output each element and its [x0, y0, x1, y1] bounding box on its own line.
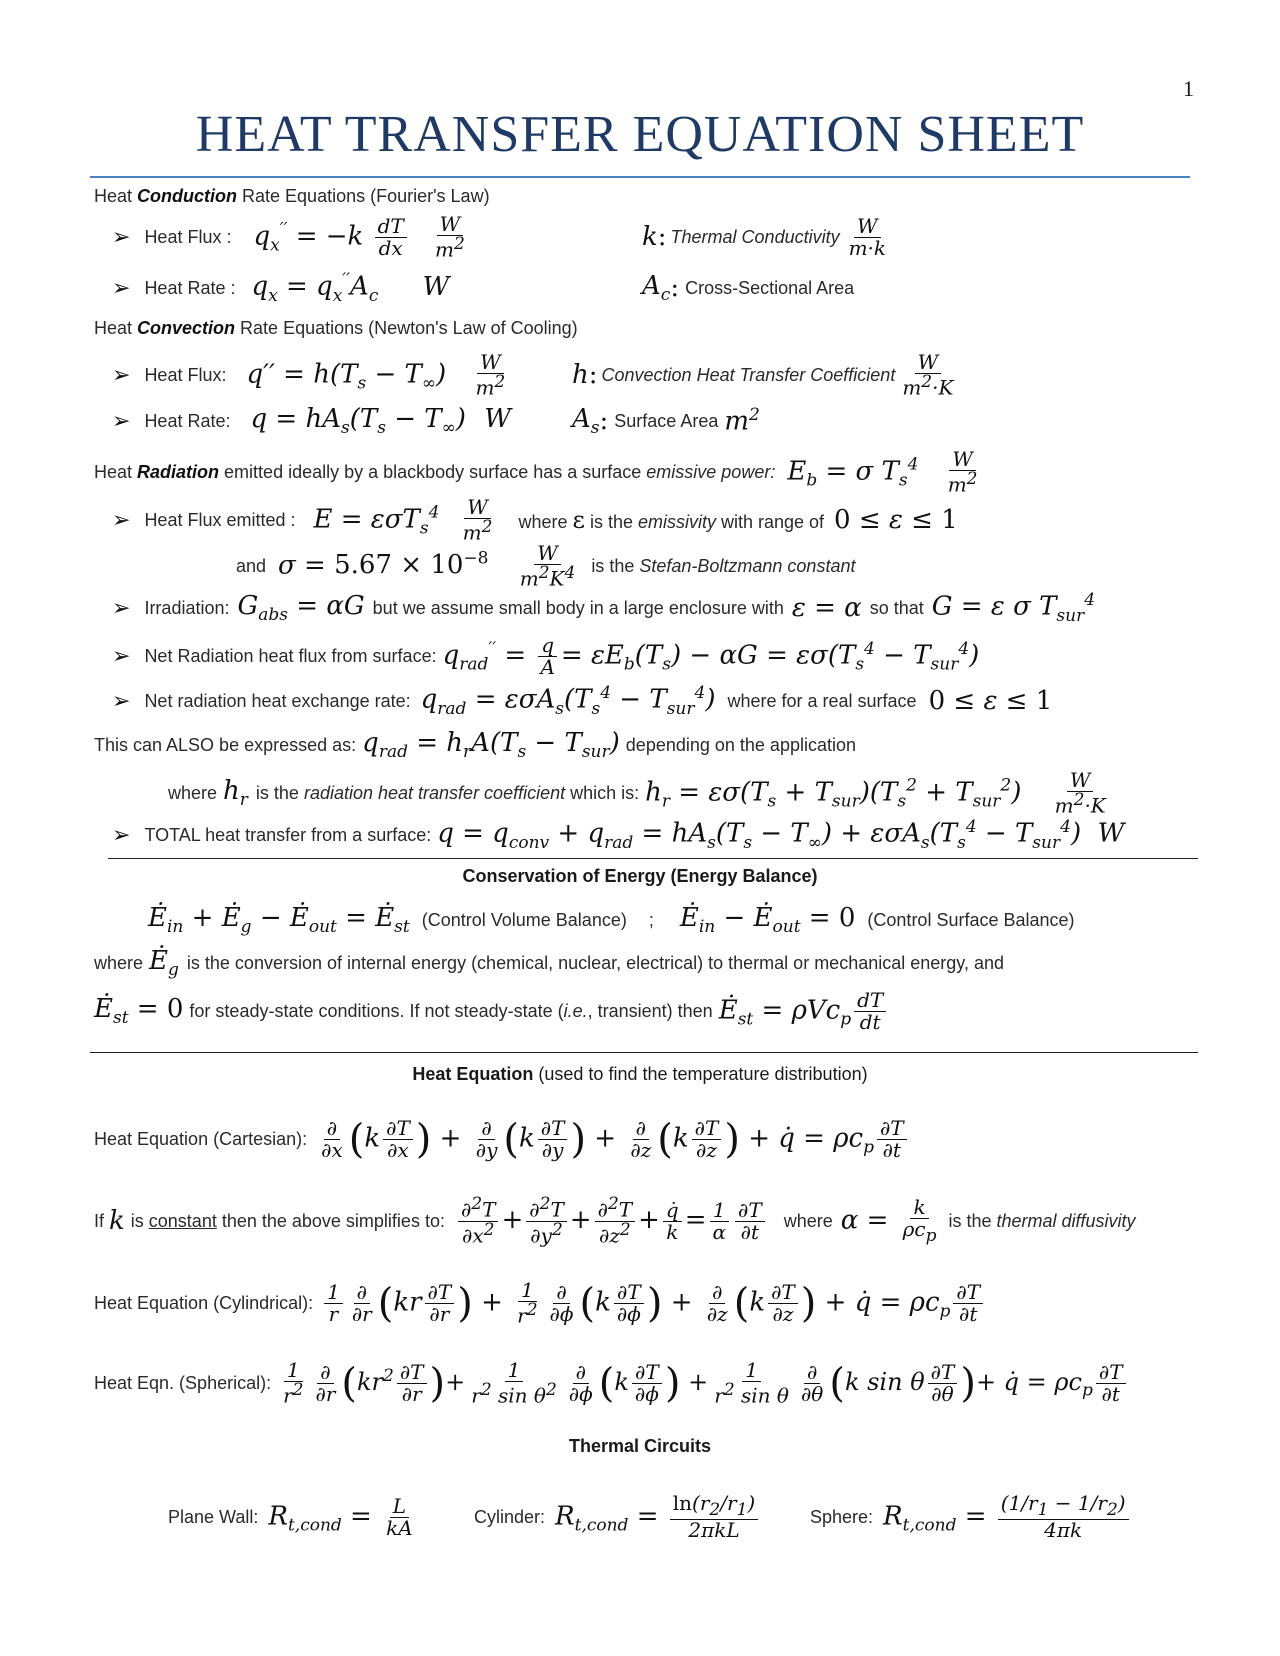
net-rate-label: Net radiation heat exchange rate: — [144, 690, 411, 711]
cylinder-resistance — [474, 1474, 761, 1560]
steady-state-note: for steady-state conditions. If not steady-state (i.e., transient) then — [189, 1000, 713, 1021]
bullet-arrow-icon: ➢ — [112, 688, 131, 713]
convection-rate-label: Heat Rate: — [144, 410, 231, 431]
bullet-arrow-icon: ➢ — [112, 275, 131, 300]
sigma-value: $\sigma = 5.67 \times 10^{-8}$ $\frac{W}{m^2K^4}$ — [278, 540, 576, 591]
ac-description: Cross-Sectional Area — [685, 277, 855, 298]
eg-where-label: where — [94, 952, 144, 973]
conduction-heading: Heat Conduction Rate Equations (Fourier's Law) — [94, 186, 490, 206]
spherical-row — [94, 1350, 1129, 1416]
emissivity-range: 0 ≤ ε ≤ 1 — [834, 505, 958, 535]
irradiation-equation: $G_{abs} = \alpha G$ — [237, 590, 365, 626]
also-expressed-row — [94, 724, 856, 766]
eps-equals-alpha: ε = α — [791, 593, 862, 623]
radiation-heading: Heat Radiation emitted ideally by a blackbody surface has a surface emissive power: $E_b = \sigma$ $T_s^4$ $\frac{W}{m^2}$ — [94, 444, 984, 500]
section-divider — [90, 1052, 1198, 1053]
bullet-arrow-icon: ➢ — [112, 643, 131, 668]
net-flux-row — [112, 632, 979, 680]
energy-heading: Conservation of Energy (Energy Balance) — [462, 866, 818, 886]
hr-rate-equation: $q_{rad} = h_rA(T_s - T_{sur})$ — [362, 727, 620, 763]
total-transfer-equation: $q = q_{conv} + q_{rad} = hA_s(T_s - T_\infty) + \varepsilon\sigma A_s(T_s^4 - T_{sur}^4)$ W — [437, 817, 1125, 853]
control-volume-equation: $Ė_{in}$ + $Ė_g$ − $Ė_{out}$ = $Ė_{st}$ — [148, 902, 410, 938]
simplifies-label: then the above simplifies to: — [221, 1210, 445, 1231]
cylindrical-label: Heat Equation (Cylindrical): — [94, 1292, 314, 1313]
convection-flux-row — [112, 350, 511, 400]
total-transfer-label: TOTAL heat transfer from a surface: — [144, 824, 432, 845]
spherical-equation: $\frac{1}{r^2}$ $\frac{\partial}{\partial r}$ ($kr^2$ $\frac{\partial T}{\partial r}$ )+ $\frac{1}{r^2 \sin \theta^2}$ $\frac{\partial}{\partial\phi}$ (k $\frac{\partial T}{\partial\phi}$ ) + $\frac{1}{r^2 \sin \theta}$ $\frac{\partial}{\partial\theta}$ (k sin θ $\frac{\partial T}{\partial\theta}$ )+ q̇ = $\rho c_p$ $\frac{\partial T}{\partial t}$ — [277, 1360, 1128, 1407]
cylindrical-row — [94, 1270, 986, 1336]
sphere-equation: $R_{t,cond}$ = $\frac{(1/r_1 - 1/r_2)}{4\pi k}$ — [883, 1493, 1132, 1542]
cylinder-label: Cylinder: — [474, 1506, 546, 1527]
control-volume-label: (Control Volume Balance) — [421, 909, 627, 930]
conduction-rate-row — [112, 268, 449, 308]
hr-equation: $h_r = \varepsilon\sigma(T_s + T_{sur})(T_s^2 + T_{sur}^2)$ $\frac{W}{m^2\cdot K}$ — [645, 767, 1106, 818]
net-flux-equation: $q_{rad}''$ = $\frac{q}{A}$ = $\varepsilon E_b(T_s) - \alpha G = \varepsilon\sigma(T_s^4 - T_{sur}^4)$ — [442, 632, 980, 679]
conduction-flux-label: Heat Flux : — [144, 226, 232, 247]
page-number: 1 — [1183, 76, 1194, 101]
convection-flux-label: Heat Flux: — [144, 364, 227, 385]
emissive-power-equation: $E_b = \sigma$ $T_s^4$ $\frac{W}{m^2}$ — [787, 446, 978, 497]
steady-state-equation: $Ė_{st} = 0$ — [94, 993, 184, 1029]
control-surface-equation: $Ė_{in}$ − $Ė_{out} = 0$ — [679, 902, 856, 938]
hr-description: is the radiation heat transfer coefficient which is: — [255, 782, 640, 803]
real-surface-range: 0 ≤ ε ≤ 1 — [928, 686, 1053, 716]
ac-definition: $A_c$ : Cross-Sectional Area — [642, 270, 855, 306]
so-that-label: so that — [869, 597, 924, 618]
convection-heading: Heat Convection Rate Equations (Newton's Law of Cooling) — [94, 318, 578, 338]
if-label: If — [94, 1210, 105, 1231]
plane-wall-equation: $R_{t,cond}$ = $\frac{L}{kA}$ — [268, 1493, 413, 1540]
sphere-label: Sphere: — [810, 1506, 874, 1527]
net-rate-equation: $q_{rad} = \varepsilon\sigma A_s(T_s^4 - T_{sur}^4)$ — [420, 683, 716, 719]
irradiation-row — [112, 588, 1095, 628]
page-title: HEAT TRANSFER EQUATION SHEET — [195, 106, 1085, 163]
eg-description: is the conversion of internal energy (chemical, nuclear, electrical) to thermal or mechanical energy, and — [186, 952, 1004, 973]
h-description: Convection Heat Transfer Coefficient — [601, 364, 896, 385]
newton-flux-equation: $q'' = h(T_s - T_\infty)$ $\frac{W}{m^2}$ — [246, 349, 506, 400]
bullet-arrow-icon: ➢ — [112, 595, 131, 620]
title-rule — [90, 176, 1190, 178]
thermal-circuits-heading: Thermal Circuits — [568, 1436, 712, 1456]
hr-where-label: where — [168, 782, 218, 803]
real-surface-note: where for a real surface — [727, 690, 917, 711]
energy-balance-row — [148, 898, 1075, 942]
total-transfer-row — [112, 814, 1124, 856]
also-expressed-label: This can ALSO be expressed as: — [94, 734, 357, 755]
spherical-label: Heat Eqn. (Spherical): — [94, 1372, 272, 1393]
plane-wall-label: Plane Wall: — [168, 1506, 259, 1527]
conduction-rate-label: Heat Rate : — [144, 277, 236, 298]
sigma-description: is the Stefan-Boltzmann constant — [591, 555, 856, 576]
bullet-arrow-icon: ➢ — [112, 224, 131, 249]
conduction-flux-row — [112, 212, 471, 262]
cartesian-row — [94, 1106, 910, 1172]
emissivity-note: where ε is the emissivity with range of — [518, 506, 825, 534]
k-description: Thermal Conductivity — [670, 226, 840, 247]
cylindrical-equation: $\frac{1}{r}$ $\frac{\partial}{\partial r}$ (kr $\frac{\partial T}{\partial r}$ ) + $\frac{1}{r^2}$ $\frac{\partial}{\partial\phi}$ (k $\frac{\partial T}{\partial\phi}$ ) + $\frac{\partial}{\partial z}$ (k $\frac{\partial T}{\partial z}$ ) + q̇ = $\rho c_p$ $\frac{\partial T}{\partial t}$ — [321, 1280, 986, 1327]
fourier-rate-equation: $q_x = q_x''A_c$ W — [251, 270, 450, 306]
irradiation-note: but we assume small body in a large enclosure with — [372, 597, 784, 618]
radiation-flux-label: Heat Flux emitted : — [144, 509, 296, 530]
constant-label: constant — [148, 1210, 217, 1231]
section-divider — [108, 858, 1198, 859]
and-label: and — [236, 555, 267, 576]
application-note: depending on the application — [625, 734, 856, 755]
bullet-arrow-icon: ➢ — [112, 408, 131, 433]
storage-row — [94, 984, 889, 1038]
plane-wall-resistance — [168, 1474, 419, 1560]
g-surroundings-equation: G = ε σ $T_{sur}^4$ — [931, 590, 1096, 626]
fourier-flux-equation: $q_x'' = -k$ $\frac{dT}{dx}$ $\frac{W}{m^2}$ — [253, 211, 465, 262]
radiation-flux-row — [112, 494, 958, 546]
cartesian-equation: $\frac{\partial}{\partial x}$ (k $\frac{\partial T}{\partial x}$ ) + $\frac{\partial}{\partial y}$ (k $\frac{\partial T}{\partial y}$ ) + $\frac{\partial}{\partial z}$ (k $\frac{\partial T}{\partial z}$ ) + q̇ = $\rho c_p$ $\frac{\partial T}{\partial t}$ — [315, 1118, 910, 1161]
irradiation-label: Irradiation: — [144, 597, 230, 618]
eg-description-row: where $Ė_g$ is the conversion of internal energy (chemical, nuclear, electrical) to thermal or mechanical energy, and — [94, 945, 1004, 981]
transient-storage-equation: $Ė_{st} = \rho Vc_p$ $\frac{dT}{dt}$ — [719, 990, 890, 1033]
bullet-arrow-icon: ➢ — [112, 362, 131, 387]
constant-k-row: If k is constant then the above simplifies to: $\frac{\partial^2T}{\partial x^2}$ + $\frac{\partial^2T}{\partial y^2}$ + $\frac{\partial^2T}{\partial z^2}$ + $\frac{q̇}{k}$ = $\frac{1}{\alpha}$ $\frac{\partial T}{\partial t}$ where α = $\frac{k}{\rho c_p}$ is the thermal diffusivity — [94, 1193, 1136, 1248]
simplified-equation: $\frac{\partial^2T}{\partial x^2}$ + $\frac{\partial^2T}{\partial y^2}$ + $\frac{\partial^2T}{\partial z^2}$ + $\frac{q̇}{k}$ = $\frac{1}{\alpha}$ $\frac{\partial T}{\partial t}$ — [455, 1196, 768, 1246]
is-label: is — [130, 1210, 144, 1231]
separator: ; — [648, 909, 654, 930]
h-definition: h : Convection Heat Transfer Coefficient $\frac{W}{m^2\cdot K}$ — [572, 349, 954, 400]
net-flux-label: Net Radiation heat flux from surface: — [144, 645, 437, 666]
where-label: where — [783, 1210, 833, 1231]
control-surface-label: (Control Surface Balance) — [867, 909, 1075, 930]
stefan-boltzmann-row — [236, 540, 855, 592]
hr-definition-row: where $h_r$ is the radiation heat transfer coefficient which is: $h_r = \varepsilon\sigma(T_s + T_{sur})(T_s^2 + T_{sur}^2)$ $\frac{W}{m^2\cdot K}$ — [168, 766, 1112, 820]
k-definition: k : Thermal Conductivity $\frac{W}{m\cdot k}$ — [642, 213, 887, 260]
heat-equation-heading: Heat Equation (used to find the temperature distribution) — [412, 1064, 868, 1084]
emitted-flux-equation: E = εσT$_s^4$ $\frac{W}{m^2}$ — [313, 494, 493, 545]
sphere-resistance — [810, 1474, 1132, 1560]
convection-rate-row — [112, 400, 511, 442]
as-description: Surface Area — [614, 410, 719, 431]
cylinder-equation: $R_{t,cond}$ = $\frac{\ln(r_2/r_1)}{\text{2πkL}}$ — [555, 1493, 761, 1542]
net-rate-row — [112, 680, 1052, 722]
newton-rate-equation: $q = hA_s(T_s - T_\infty)$ W — [250, 403, 511, 439]
diffusivity-note: is the thermal diffusivity — [948, 1210, 1136, 1231]
bullet-arrow-icon: ➢ — [112, 507, 131, 532]
cartesian-label: Heat Equation (Cartesian): — [94, 1128, 308, 1149]
alpha-equation: α = $\frac{k}{\rho c_p}$ — [840, 1194, 937, 1246]
as-definition: $A_s$ : Surface Area $m^2$ — [572, 403, 760, 439]
bullet-arrow-icon: ➢ — [112, 822, 131, 847]
